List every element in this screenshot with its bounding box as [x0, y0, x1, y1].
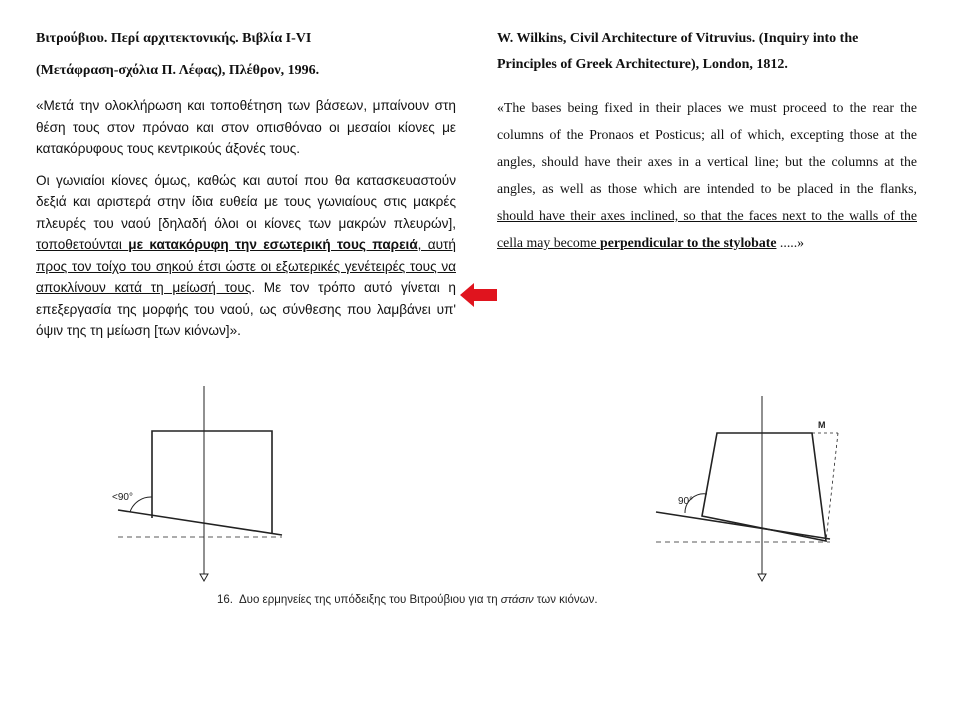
- greek-translation-column: [36, 22, 456, 352]
- figure-caption: [217, 594, 777, 606]
- right-m-label: M: [818, 420, 826, 430]
- greek-paragraph-1: «Μετά την ολοκλήρωση και τοποθέτηση των βάσεων, μπαίνουν στη θέση τους στον πρόναο και στον οπισθόναο οι μεσαίοι κίονες με κατακόρυφους τους κεντρικούς άξονές τους.: [36, 98, 456, 156]
- english-paragraph: [497, 94, 917, 256]
- right-stylobate-line: [656, 512, 830, 539]
- left-angle-arc: [130, 497, 152, 512]
- caption-number: 16.: [217, 594, 233, 606]
- greek-paragraph-2-end: . Με τον τρόπο αυτό γίνεται η επεξεργασία της μορφής του ναού, ως σύνθεσης που λαμβάνει υπ' όψιν της τη μείωση [των κιόνων]».: [36, 280, 456, 338]
- english-reference-heading: W. Wilkins, Civil Architecture of Vitruvius. (Inquiry into the Principles of Greek Architecture), London, 1812.: [497, 31, 859, 72]
- right-column-outline: [702, 433, 826, 541]
- left-angle-label: <90°: [112, 492, 133, 503]
- caption-text-a: Δυο ερμηνείες της υπόδειξης του Βιτρούβιου για τη: [239, 594, 501, 606]
- greek-underlined-phrase-2: , αυτή προς τον τοίχο του σηκού έτσι ώστε οι εξωτερικές γενέτειρές τους να αποκλίνουν κατά τη μείωσή τους: [36, 237, 456, 295]
- greek-underlined-phrase-1: τοποθετούνται: [36, 237, 129, 252]
- left-column-diagram: [110, 386, 300, 586]
- caption-italic-word: στάσιν: [500, 594, 534, 606]
- caption-text-b: των κιόνων.: [533, 594, 598, 606]
- greek-reference-line-1: Βιτρούβιου. Περί αρχιτεκτονικής. Βιβλία I-VI: [36, 31, 312, 46]
- greek-paragraph-2-intro: Οι γωνιαίοι κίονες όμως, καθώς και αυτοί που θα κατασκευαστούν δεξιά και αριστερά στην ίδια ευθεία με τους γωνιαίους στις μακρές πλευρές του ναού [δηλαδή όλοι οι κίονες των μακρών πλευρών],: [36, 172, 456, 231]
- right-angle-label: 90°: [678, 496, 694, 507]
- right-axis-arrowhead: [758, 574, 766, 581]
- left-stylobate-line: [118, 510, 282, 535]
- right-column-diagram: [650, 386, 850, 586]
- greek-emphasis-phrase: με κατακόρυφη την εσωτερική τους παρειά: [128, 237, 418, 252]
- greek-paragraph-2: [36, 170, 456, 342]
- english-emphasis-phrase: perpendicular to the stylobate: [600, 235, 777, 250]
- left-axis-arrowhead: [200, 574, 208, 581]
- english-paragraph-end: .....»: [776, 235, 805, 250]
- english-translation-column: [497, 22, 917, 266]
- greek-reference-line-2: (Μετάφραση-σχόλια Π. Λέφας), Πλέθρον, 1996.: [36, 63, 320, 78]
- greek-reference-heading: [36, 30, 456, 79]
- right-vertical-reference: [826, 433, 838, 541]
- red-arrow-icon: [459, 281, 499, 309]
- english-underlined-phrase: should have their axes inclined, so that the faces next to the walls of the cella may become: [497, 208, 917, 250]
- english-paragraph-intro: «The bases being fixed in their places we must proceed to the rear the columns of the Pronaos et Posticus; all of which, excepting those at the angles, should have their axes in a vertical line; but the columns at the angles, as well as those which are intended to be placed in the flanks,: [497, 100, 917, 196]
